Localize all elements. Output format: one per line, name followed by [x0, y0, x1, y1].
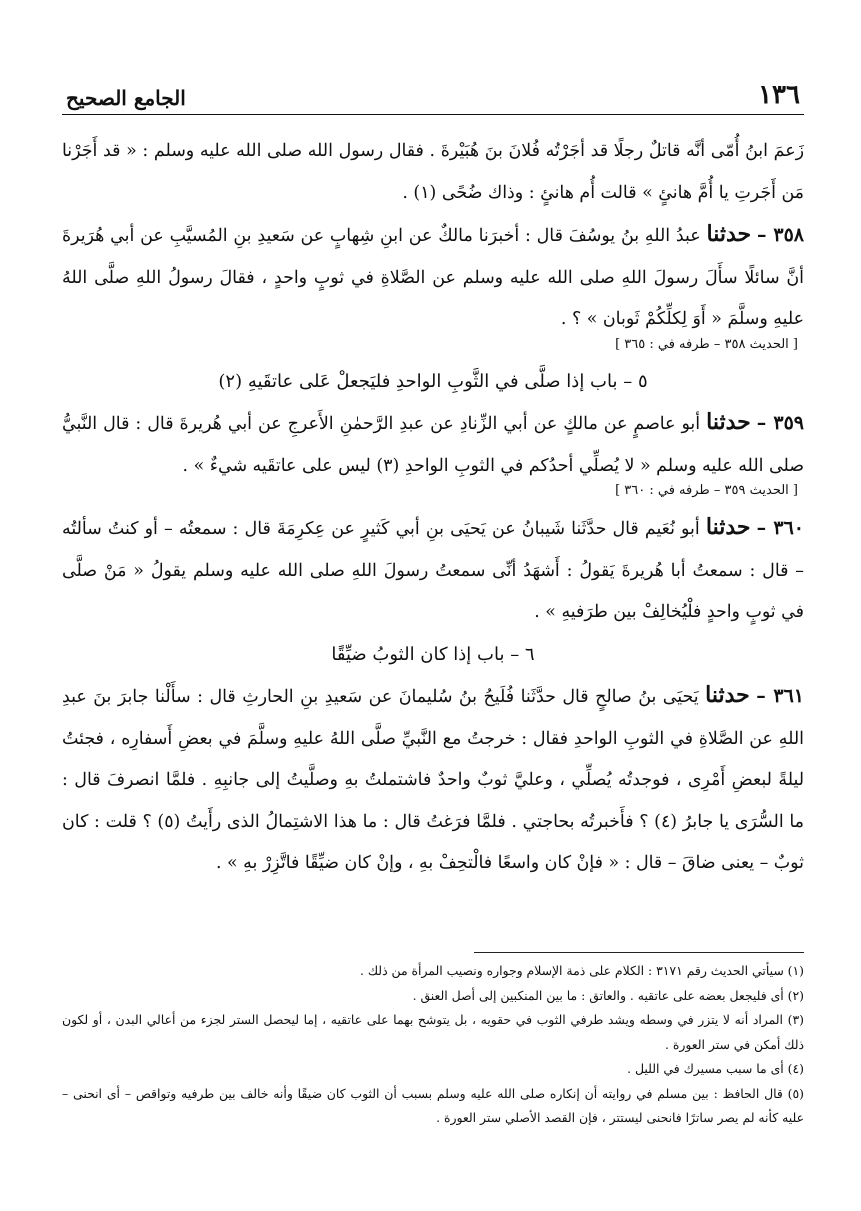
footnote-5: (٥) قال الحافظ : بين مسلم في روايته أن إنكاره صلى الله عليه وسلم بسبب أن الثوب كان ضيقًا وأنه خالف بين طرفيه وتواقص – أى انحنى – عليه كأنه لم يصر ساترًا فانحنى ليستتر ، فإن القصد الأصلي ستر العورة .: [62, 1085, 804, 1125]
hadith-number: ٣٥٩ –: [756, 412, 804, 434]
haddatha-word: حدثنا: [705, 514, 751, 540]
footnote-2: (٢) أى فليجعل بعضه على عاتقيه . والعاتق : ما بين المنكبين إلى أصل العنق .: [412, 987, 804, 1003]
haddatha-word: حدثنا: [706, 221, 752, 247]
haddatha-word: حدثنا: [706, 409, 751, 435]
hadith-text: أبو عاصمٍ عن مالكٍ عن أبي الزِّنادِ عن عبدِ الرَّحمٰنِ الأَعرجِ عن أبي هُريرةَ قال : قال النَّبيُّ صلى الله عليه وسلم « لا يُصلِّي أحدُكم في الثوبِ الواحدِ (٣) ليس على عاتقَيه شيءٌ » .: [62, 414, 804, 476]
hadith-reference: [ الحديث ٣٥٨ – طرفه في : ٣٦٥ ]: [615, 336, 798, 352]
footnote-3: (٣) المراد أنه لا يتزر في وسطه ويشد طرفي الثوب في حقويه ، بل يتوشح بهما على عاتقيه ، إما ليحصل الستر لجزء من أعالي البدن ، أو لكون ذلك أمكن في ستر العورة .: [62, 1012, 804, 1052]
page-header: [62, 64, 804, 115]
book-title: الجامع الصحيح: [66, 86, 186, 110]
hadith-text: يَحيَى بنُ صالحٍ قال حدَّثَنا فُلَيحُ بنُ سُليمانَ عن سَعيدِ بنِ الحارثِ قال : سأَلْنا جابرَ بنَ عبدِ اللهِ عن الصَّلاةِ في الثوبِ الواحدِ فقال : خرجتُ مع النَّبيِّ صلَّى اللهُ عليهِ وسلَّمَ في بعضِ أَسفارِه ، فجئتُ ليلةً لبعضِ أَمْرِى ، فوجدتُه يُصلِّي ، وعليَّ ثوبٌ واحدٌ فاشتملتُ بهِ وصلَّيتُ إلى جانبِهِ . فلمَّا انصرفَ قال : ما السُّرَى يا جابرُ (٤) ؟ فأَخبرتُه بحاجتي . فلمَّا فرَغتُ قال : ما هذا الاشتِمالُ الذى رأَيتُ (٥) ؟ قلت : كان ثوبٌ – يعنى ضاقَ – قال : « فإنْ كان واسعًا فالْتحِفْ بهِ ، وإنْ كان ضيِّقًا فاتَّزِرْ بهِ » .: [62, 687, 804, 873]
page-number: ١٣٦: [758, 80, 800, 110]
footnote-divider: [474, 952, 804, 953]
hadith-reference: [ الحديث ٣٥٩ – طرفه في : ٣٦٠ ]: [615, 483, 798, 498]
hadith-360: [62, 507, 804, 634]
page: [62, 64, 804, 885]
footnotes: [62, 952, 804, 1131]
hadith-number: ٣٥٨ –: [756, 224, 804, 246]
hadith-number: ٣٦١ –: [756, 685, 804, 707]
hadith-text: عبدُ اللهِ بنُ يوسُفَ قال : أخبرَنا مالكٌ عن ابنِ شِهابٍ عن سَعيدِ بنِ المُسيَّبِ عن أبي هُرَيرةَ أنَّ سائلًا سأَلَ رسولَ اللهِ صلى الله عليه وسلم عن الصَّلاةِ في ثوبٍ واحدٍ ، فقالَ رسولُ اللهِ صلَّى اللهُ عليهِ وسلَّمَ « أَوَ لِكلِّكُمْ ثَوبان » ؟ .: [62, 226, 804, 329]
hadith-text: أبو نُعَيم قال حدَّثَنا شَيبانُ عن يَحيَى بنِ أبي كَثيرٍ عن عِكرِمَةَ قال : سمعتُه – أو كنتُ سألتُه – قال : سمعتُ أبا هُريرةَ يَقولُ : أَشهَدُ أنِّى سمعتُ رسولَ اللهِ صلى الله عليه وسلم يقولُ « مَنْ صلَّى في ثوبٍ واحدٍ فلْيُخالِفْ بين طرَفيهِ » .: [62, 519, 804, 622]
hadith-359: [62, 402, 804, 487]
chapter-heading-5: ٥ – باب إذا صلَّى في الثَّوبِ الواحدِ فليَجعلْ عَلى عاتقَيهِ (٢): [218, 370, 648, 392]
hadith-number: ٣٦٠ –: [756, 517, 804, 539]
haddatha-word: حدثنا: [705, 682, 750, 708]
footnote-1: (١) سيأتي الحديث رقم ٣١٧١ : الكلام على ذمة الإسلام وجواره ونصيب المرأة من ذلك .: [359, 963, 804, 978]
hadith-358: [62, 214, 804, 341]
hadith-361: [62, 675, 804, 885]
chapter-heading-6: ٦ – باب إذا كان الثوبُ ضيِّقًا: [331, 643, 535, 665]
main-text: [62, 115, 804, 885]
footnote-4: (٤) أى ما سبب مسيرك في الليل .: [627, 1061, 804, 1076]
paragraph-intro: زَعمَ ابنُ أُمّى أنَّه قاتلٌ رجلًا قد أجَرْتُه فُلانَ بنَ هُبَيْرةَ . فقال رسول الله صلى الله عليه وسلم : « قد أَجَرْنا مَن أَجَرتِ يا أُمَّ هانئٍ » قالت أُم هانئٍ : وذاك ضُحًى (١) .: [62, 141, 804, 203]
